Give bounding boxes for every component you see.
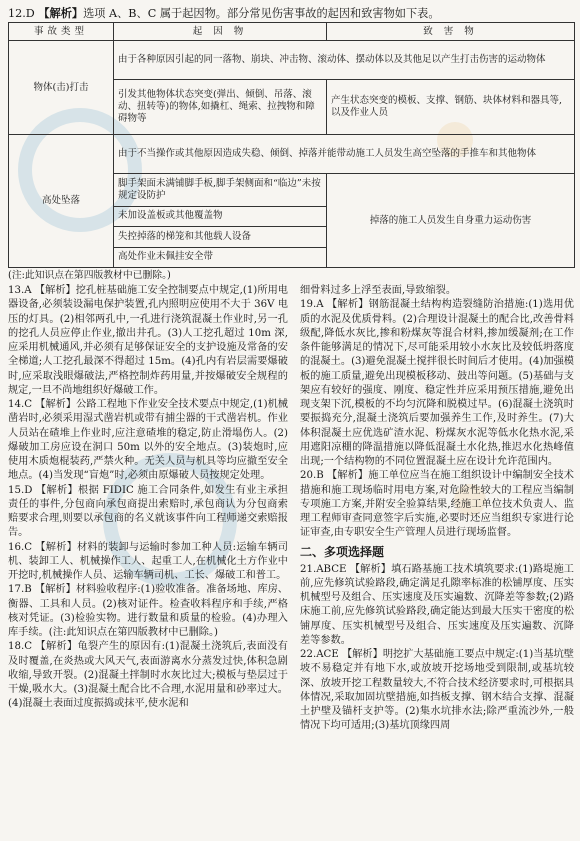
header-accident-type: 事故类型 (9, 23, 114, 41)
answer-18: 18.C 【解析】龟裂产生的原因有:(1)混凝土浇筑后,表面没有及时覆盖,在炎热或大风天气,表面游离水分蒸发过快,体积急剧收缩,导致开裂。(2)混凝土拌制时水灰比过大;模板与垫层过于干燥,吸水大。(3)混凝土配合比不合理,水泥用量和砂率过大。(4)混凝土表面过度振捣或抹平,使水泥和 (8, 641, 288, 710)
fall-cause-4: 失控掉落的梯笼和其他载人设备 (114, 227, 327, 247)
q12-number: 12. (8, 7, 26, 20)
q12-answer: D (25, 7, 35, 20)
right-column (300, 284, 574, 734)
hazard-table (8, 22, 575, 268)
section-title-multiple-choice: 二、多项选择题 (300, 544, 385, 559)
answer-19: 19.A 【解析】钢筋混凝土结构构造裂缝防治措施:(1)选用优质的水泥及优质骨料。(2)合理设计混凝土的配合比,改善骨料级配,降低水灰比,掺和粉煤灰等混合材料,掺加缓凝剂;在工作条件能够满足的情况下,尽可能采用较小水灰比及较低坍落度的混凝土。(3)避免混凝土搅拌很长时间后才使用。(4)加强模板的施工质量,避免出现模板移动、鼓出等问题。(5)基础与支架应有较好的强度、刚度、稳定性并应采用预压措施,避免出现支架下沉,模板的不均匀沉降和脱模过早。(6)混凝土浇筑时要振捣充分,混凝土浇筑后要加强养生工作,及时养生。(7)大体积混凝土应优选矿渣水泥、粉煤灰水泥等低水化热水泥,采用遮阳凉棚的降温措施以降低混凝土水化热,推迟水化热峰值出现;一个结构物的不同位置混凝土应在设计允许范围内。 (300, 299, 574, 467)
fall-cause-5: 高处作业未佩挂安全带 (114, 247, 327, 267)
q12-tag: 【解析】 (38, 6, 84, 20)
fall-cause-2: 脚手架面未满铺脚手板,脚手架侧面和“临边”未按规定设防护 (114, 174, 327, 207)
table-header-row (9, 23, 575, 41)
answer-16: 16.C 【解析】材料的装卸与运输时参加工种人员:运输车辆司机、装卸工人、机械操作工人、起重工人,在机械化土方作业中开挖时,机械操作人员、运输车辆司机、工长、爆破工和普工。 (8, 541, 288, 581)
table-row (9, 135, 575, 174)
answer-18-cont: 细骨料过多上浮至表面,导致缩裂。 (300, 285, 457, 296)
type-fall: 高处坠落 (9, 135, 114, 268)
question-12-heading (8, 6, 574, 21)
answer-13: 13.A 【解析】挖孔桩基础施工安全控制要点中规定,(1)所用电器设备,必须装设漏电保护装置,孔内照明应使用不大于 36V 电压的灯具。(2)相邻两孔中,一孔进行浇筑混凝土作业时,另一孔的挖孔人员应停止作业,撤出井孔。(3)人工挖孔超过 10m 深,应采用机械通风,并必须有足够保证安全的支护设施及常备的安全梯道;人工挖孔最深不得超过 15m。(4)孔内有岩层需要爆破时,应采取浅眼爆破法,严格控制炸药用量,并按爆破安全规程的规定,一旦不尚地组织好爆破工作。 (8, 285, 288, 396)
fall-cause-1: 由于不当操作或其他原因造成失稳、倾倒、掉落并能带动施工人员发生高空坠落的手推车和其他物体 (114, 135, 575, 174)
strike-cause-2: 引发其他物体状态突变(弹出、倾倒、吊落、滚动、扭转等)的物体,如撬杠、绳索、拉拽物和障碍物等 (114, 80, 327, 135)
answer-20: 20.B 【解析】施工单位应当在施工组织设计中编制安全技术措施和施工现场临时用电方案,对危险性较大的工程应当编制专项施工方案,并附安全验算结果,经施工单位技术负责人、监理工程师审查同意签字后实施,必要时还应当组织专家进行论证审查,由专职安全生产管理人员进行现场监督。 (300, 470, 574, 539)
strike-harm: 产生状态突变的模板、支撑、钢筋、块体材料和器具等,以及作业人员 (327, 80, 575, 135)
answer-17: 17.B 【解析】材料验收程序:(1)验收准备。准备场地、库房、衡器、工具和人员。(2)核对证件。检查收料程序和手续,严格核对凭证。(3)检验实物。进行数量和质量的检验。(4)办理入库手续。(注:此知识点在第四版教材中已删除。) (8, 584, 288, 638)
table-row (9, 41, 575, 80)
q12-text: 选项 A、B、C 属于起因物。部分常见伤害事故的起因和致害物如下表。 (83, 7, 440, 20)
left-column (8, 284, 288, 712)
answer-22: 22.ACE 【解析】明挖扩大基础施工要点中规定:(1)当基坑壁坡不易稳定并有地下水,或放坡开挖场地受到限制,或基坑较深、放坡开挖工程数量较大,不符合技术经济要求时,可根据具体情况,采取加固坑壁措施,如挡板支撑、钢木结合支撑、混凝土护壁及锚杆支护等。(2)集水坑排水法;除严重流沙外,一般情况下均可适用;(3)基坑顶缘四周 (300, 649, 574, 732)
answer-15: 15.D 【解析】根据 FIDIC 施工合同条件,如发生有业主承担责任的事件,分包商向承包商提出索赔时,承包商认为分包商索赔要求合理,则要以承包商的名义就该事件向工程师递交索赔报告。 (8, 484, 288, 539)
strike-cause-1: 由于各种原因引起的同一落物、崩块、冲击物、滚动体、摆动体以及其他足以产生打击伤害的运动物体 (114, 41, 575, 80)
table-note: (注:此知识点在第四版教材中已删除。) (8, 270, 171, 281)
fall-harm: 掉落的施工人员发生自身重力运动伤害 (327, 174, 575, 268)
fall-cause-3: 未加设盖板或其他覆盖物 (114, 206, 327, 226)
answer-14: 14.C 【解析】公路工程地下作业安全技术要点中规定,(1)机械凿岩时,必须采用湿式凿岩机或带有捕尘器的干式凿岩机。作业人员站在碴堆上作业时,应注意碴堆的稳定,防止滑塌伤人。(2)爆破加工房应设在洞口 50m 以外的安全地点。(3)装炮时,应使用木质炮棍装药,严禁火种。无关人员与机具等均应撤至安全地点。(4)当发现“盲炮”时,必须由原爆破人员按规定处理。 (8, 399, 288, 482)
header-cause: 起 因 物 (114, 23, 327, 41)
answer-21: 21.ABCE 【解析】填石路基施工技术填筑要求:(1)路堤施工前,应先修筑试验路段,确定满足孔隙率标准的松铺厚度、压实机械型号及组合、压实速度及压实遍数、沉降差等参数;(2)路床施工前,应先修筑试验路段,确定能达到最大压实干密度的松铺厚度、压实机械型号及组合、压实速度及压实遍数、沉降差等参数。 (300, 563, 574, 646)
header-harm: 致 害 物 (327, 23, 575, 41)
type-strike: 物体(击)打击 (9, 41, 114, 135)
